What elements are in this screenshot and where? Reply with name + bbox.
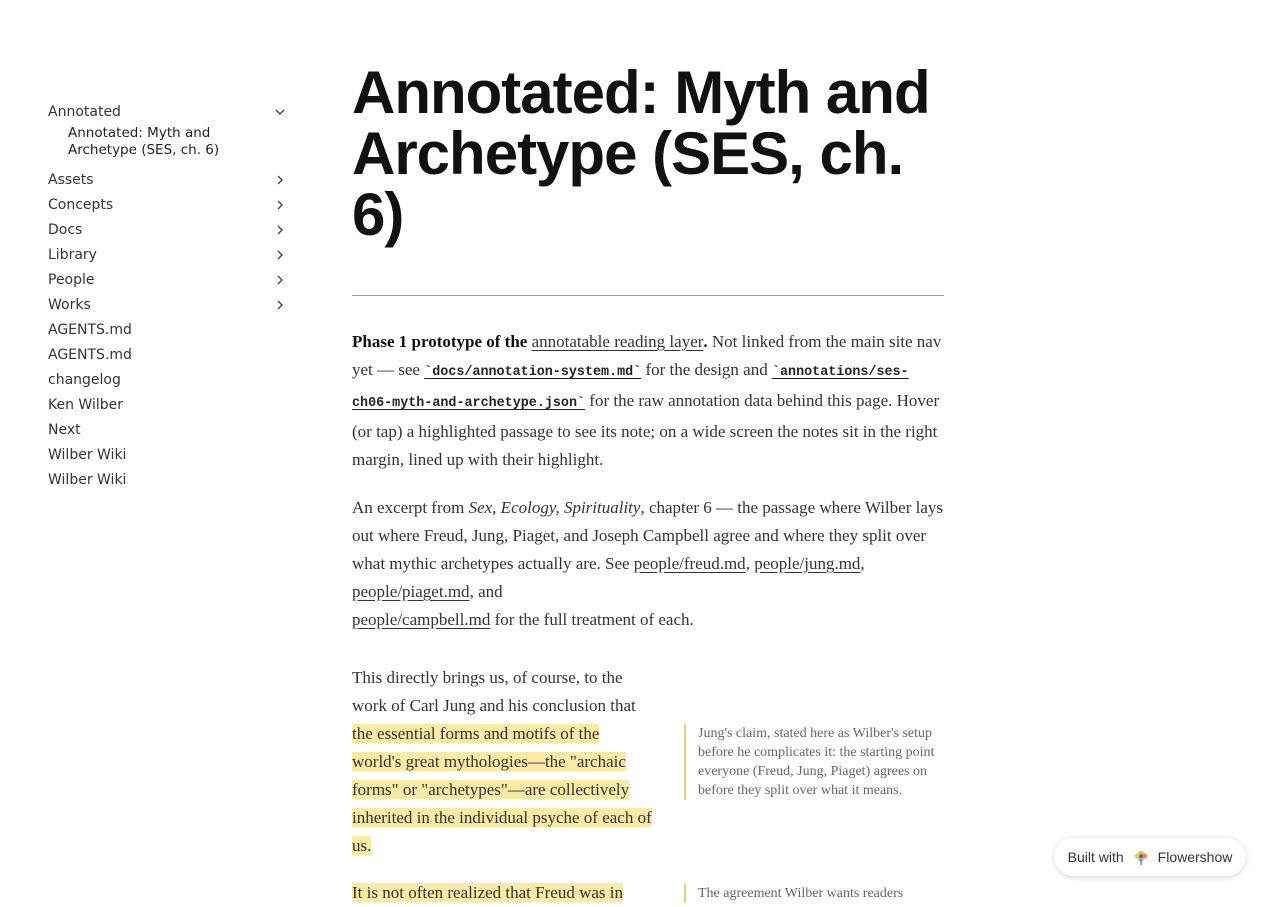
margin-note-1: Jung's claim, stated here as Wilber's setup before he complicates it: the starting point everyone (Freud, Jung, Piaget) agrees on before they split over what it means. bbox=[684, 724, 946, 800]
excerpt-text-2: , chapter 6 — the passage where Wilber lays out where Freud, Jung, Piaget, and Joseph Campbell agree and where they split over what mythic archetypes actually are. See bbox=[352, 498, 943, 573]
sidebar-folder-docs[interactable] bbox=[48, 217, 290, 242]
chevron-right-icon[interactable] bbox=[272, 247, 288, 263]
chevron-right-icon[interactable] bbox=[272, 297, 288, 313]
chevron-down-icon[interactable] bbox=[272, 104, 288, 120]
freud-link[interactable]: people/freud.md bbox=[633, 554, 746, 573]
highlighted-passage-1[interactable]: the essential forms and motifs of the world's great mythologies—the "archaic forms" or "archetypes"—are collectively inherited in the individual psyche of each of us. bbox=[352, 724, 652, 855]
excerpt-sep-2: , bbox=[860, 554, 865, 573]
passage-paragraph-2 bbox=[352, 879, 652, 907]
sidebar-file-item[interactable]: Wilber Wiki bbox=[48, 471, 127, 488]
intro-paragraph bbox=[352, 328, 944, 474]
badge-name: Flowershow bbox=[1157, 849, 1233, 865]
intro-bold-period: . bbox=[703, 332, 708, 351]
sidebar-folder-concepts[interactable] bbox=[48, 192, 290, 217]
margin-note-2: The agreement Wilber wants readers bbox=[684, 884, 946, 903]
excerpt-paragraph bbox=[352, 494, 944, 634]
sidebar-folder-people[interactable] bbox=[48, 267, 290, 292]
chevron-right-icon[interactable] bbox=[272, 197, 288, 213]
intro-text-2: for the design and bbox=[641, 360, 772, 379]
passage-plain-text: This directly brings us, of course, to the work of Carl Jung and his conclusion that bbox=[352, 668, 636, 715]
sidebar-folder-library[interactable] bbox=[48, 242, 290, 267]
annotated-passage bbox=[352, 664, 952, 907]
sidebar-folder-label: Concepts bbox=[48, 196, 114, 213]
annotation-json-code-link[interactable]: `annotations/ses-ch06-myth-and-archetype.json` bbox=[352, 365, 909, 411]
excerpt-text-3: for the full treatment of each. bbox=[490, 610, 694, 629]
excerpt-text-1: An excerpt from bbox=[352, 498, 469, 517]
sidebar-section-label: Annotated bbox=[48, 104, 121, 120]
reading-layer-link[interactable]: annotatable reading layer bbox=[531, 332, 704, 351]
campbell-link[interactable]: people/campbell.md bbox=[352, 610, 491, 629]
sidebar-file-item[interactable]: Wilber Wiki bbox=[48, 446, 127, 463]
page-title: Annotated: Myth and Archetype (SES, ch. 6) bbox=[352, 59, 930, 248]
sidebar-nav bbox=[48, 100, 290, 492]
excerpt-sep-3: , and bbox=[469, 582, 503, 601]
sidebar-file-item[interactable]: Next bbox=[48, 421, 81, 438]
sidebar-folder-works[interactable] bbox=[48, 292, 290, 317]
built-with-badge[interactable] bbox=[1054, 838, 1246, 876]
sidebar-section-annotated[interactable] bbox=[48, 100, 290, 124]
jung-link[interactable]: people/jung.md bbox=[754, 554, 861, 573]
sidebar-file-item[interactable]: AGENTS.md bbox=[48, 346, 132, 363]
chevron-right-icon[interactable] bbox=[272, 172, 288, 188]
piaget-link[interactable]: people/piaget.md bbox=[352, 582, 470, 601]
sidebar-folder-assets[interactable] bbox=[48, 167, 290, 192]
sidebar-folder-label: Docs bbox=[48, 221, 83, 238]
passage-paragraph-1 bbox=[352, 664, 652, 860]
sidebar-item-current-page[interactable]: Annotated: Myth and Archetype (SES, ch. 6) bbox=[68, 125, 220, 158]
badge-prefix: Built with bbox=[1067, 849, 1124, 865]
sidebar-folder-label: People bbox=[48, 271, 95, 288]
intro-bold-lead: Phase 1 prototype of the bbox=[352, 332, 528, 351]
book-title: Sex, Ecology, Spirituality bbox=[468, 498, 641, 517]
sidebar-folder-label: Works bbox=[48, 296, 91, 313]
article bbox=[352, 59, 944, 654]
sidebar-file-item[interactable]: changelog bbox=[48, 371, 121, 388]
flower-logo-icon bbox=[1132, 848, 1150, 866]
chevron-right-icon[interactable] bbox=[272, 272, 288, 288]
title-divider bbox=[352, 295, 944, 296]
highlighted-passage-2[interactable]: It is not often realized that Freud was in bbox=[352, 883, 623, 902]
intro-text-1: Not linked from the main site nav yet — see bbox=[352, 332, 942, 379]
sidebar-folder-label: Assets bbox=[48, 171, 94, 188]
excerpt-sep-1: , bbox=[745, 554, 755, 573]
sidebar-file-item[interactable]: Ken Wilber bbox=[48, 396, 123, 413]
design-doc-code-link[interactable]: `docs/annotation-system.md` bbox=[424, 365, 642, 380]
chevron-right-icon[interactable] bbox=[272, 222, 288, 238]
intro-text-3: for the raw annotation data behind this page. Hover (or tap) a highlighted passage to see its note; on a wide screen the notes sit in the right margin, lined up with their highlight. bbox=[352, 391, 940, 469]
sidebar-file-item[interactable]: AGENTS.md bbox=[48, 321, 132, 338]
sidebar-folder-label: Library bbox=[48, 246, 97, 263]
